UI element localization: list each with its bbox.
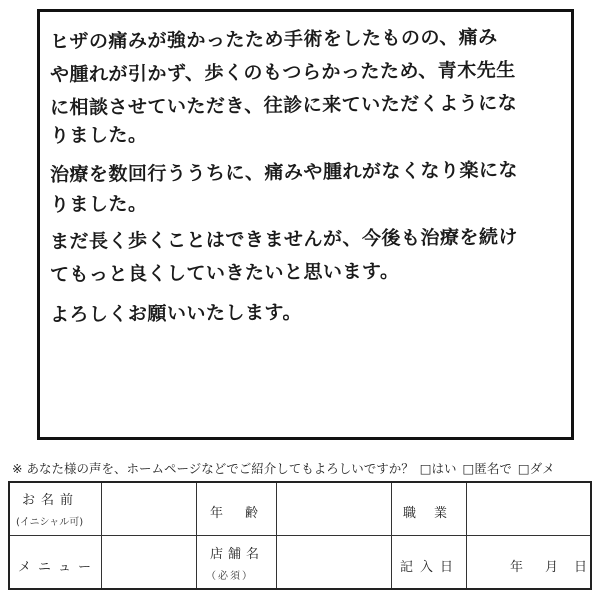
option-no-checkbox[interactable]: □ダメ: [517, 461, 555, 476]
store-name-label: 店舗名: [210, 547, 265, 562]
name-label: お名前: [22, 493, 80, 508]
letter-line: や腫れが引かず、歩くのもつらかったため、青木先生: [49, 59, 516, 86]
publication-permission-question: [12, 460, 592, 478]
date-day-unit: 日: [574, 560, 594, 575]
option-anonymous-checkbox[interactable]: □匿名で: [462, 461, 512, 476]
letter-line: まだ長く歩くことはできませんが、今後も治療を続け: [49, 226, 519, 253]
date-year-unit: 年: [510, 560, 530, 575]
table-column-divider: [196, 483, 197, 588]
letter-line: てもっと良くしていきたいと思います。: [49, 260, 400, 286]
option-yes-checkbox[interactable]: □はい: [419, 461, 457, 476]
letter-line: ヒザの痛みが強かったため手術をしたものの、痛み: [49, 26, 498, 53]
occupation-label: 職業: [403, 506, 466, 521]
occupation-input-cell[interactable]: [467, 483, 590, 534]
name-input-cell[interactable]: [102, 483, 195, 534]
store-name-input-cell[interactable]: [277, 536, 390, 590]
letter-line: りました。: [49, 123, 148, 147]
entry-date-label: 記入日: [400, 560, 461, 575]
menu-input-cell[interactable]: [102, 536, 195, 590]
menu-label: メニュー: [18, 560, 99, 575]
store-required-note: （必須）: [206, 571, 254, 582]
table-column-divider: [391, 483, 392, 588]
name-initials-note: (イニシャル可): [16, 517, 84, 528]
permission-question-text: ※ あなた様の声を、ホームページなどでご紹介してもよろしいですか？: [12, 461, 414, 476]
letter-line: に相談させていただき、往診に来ていただくようにな: [49, 92, 518, 119]
age-input-cell[interactable]: [277, 483, 390, 534]
customer-info-table: [8, 481, 592, 590]
letter-line: りました。: [49, 192, 148, 216]
letter-line: よろしくお願いいたします。: [49, 301, 303, 326]
letter-line: 治療を数回行ううちに、痛みや腫れがなくなり楽にな: [49, 159, 519, 186]
date-month-unit: 月: [545, 560, 565, 575]
age-label: 年齢: [210, 506, 281, 521]
